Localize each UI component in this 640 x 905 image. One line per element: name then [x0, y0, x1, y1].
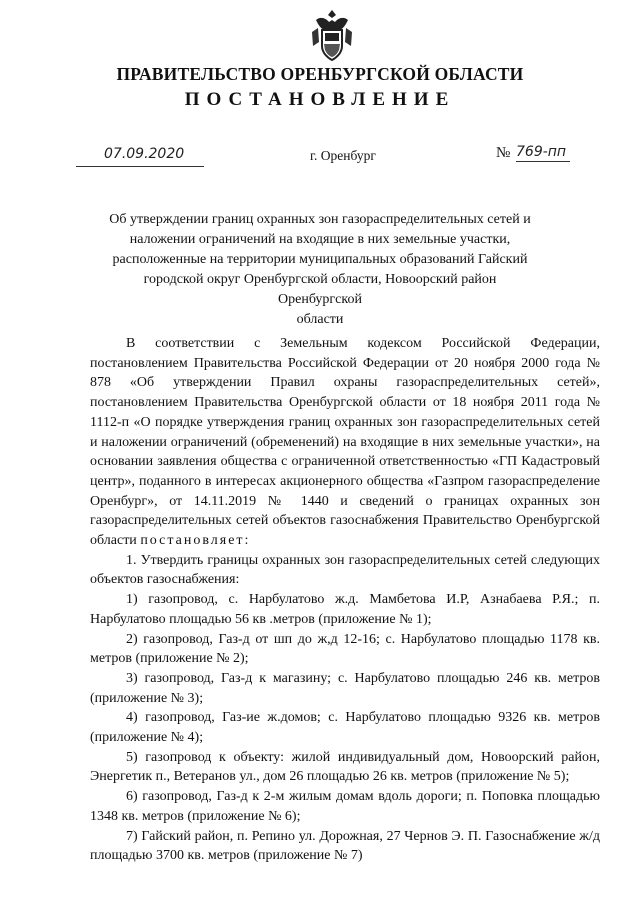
sub-item: 3) газопровод, Газ-д к магазину; с. Нарбулатово площадью 246 кв. метров (приложение № 3); — [90, 670, 600, 706]
sub-item: 4) газопровод, Газ-ие ж.домов; с. Нарбулатово площадью 9326 кв. метров (приложение № 4); — [90, 710, 600, 746]
subject-line: Об утверждении границ охранных зон газораспределительных сетей и — [109, 212, 531, 227]
number-label: № — [496, 145, 511, 161]
item-1-paragraph: 1. Утвердить границы охранных зон газораспределительных сетей следующих объектов газоснабжения: — [90, 552, 600, 588]
document-number: 769-пп — [516, 144, 570, 162]
sub-item: 2) газопровод, Газ-д от шп до ж,д 12-16; с. Нарбулатово площадью 1178 кв. метров (приложение № 2); — [90, 631, 600, 667]
government-title: ПРАВИТЕЛЬСТВО ОРЕНБУРГСКОЙ ОБЛАСТИ — [116, 64, 524, 84]
sub-item: 5) газопровод к объекту: жилой индивидуальный дом, Новоорский район, Энергетик п., Ветеранов ул., дом 26 площадью 26 кв. метров (приложение № 5); — [90, 749, 600, 785]
sub-item: 1) газопровод, с. Нарбулатово ж.д. Мамбетова И.Р, Азнабаева Р.Я.; п. Нарбулатово площадью 56 кв .метров (приложение № 1); — [90, 592, 600, 627]
preamble-paragraph — [90, 334, 600, 551]
subject-line: городской округ Оренбургской области, Новоорский район Оренбургской — [143, 272, 497, 307]
subject-line: расположенные на территории муниципальных образований Гайский — [112, 252, 528, 267]
subject-line: области — [296, 312, 344, 327]
subject-line: наложении ограничений на входящие в них земельные участки, — [129, 232, 511, 247]
document-subject — [100, 210, 540, 330]
coat-of-arms-icon — [310, 8, 354, 62]
document-body — [90, 334, 600, 866]
document-date: 07.09.2020 — [104, 146, 185, 162]
sub-item: 6) газопровод, Газ-д к 2-м жилым домам вдоль дороги; п. Поповка площадью 1348 кв. метров (приложение № 6); — [90, 789, 600, 824]
document-type-title: ПОСТАНОВЛЕНИЕ — [184, 89, 456, 110]
preamble-text: В соответствии с Земельным кодексом Российской Федерации, постановлением Правительства Российской Федерации от 20 ноября 2000 года № 878 «Об утверждении Правил охраны газораспределительных сетей», постановлением Правительства Оренбургской области от 18 ноября 2011 года № 1112-п «О порядке утверждения границ охранных зон газораспределительных сетей и наложении ограничений (обременений) на входящие в них земельные участки», на основании заявления общества с ограниченной ответственностью «ГП Кадастровый центр», поданного в интересах акционерного общества «Газпром газораспределение Оренбург», от 14.11.2019 № 1440 и сведений о границах охранных зон газораспределительных сетей объектов газоснабжения Правительство Оренбургской области — [90, 336, 600, 549]
sub-item: 7) Гайский район, п. Репино ул. Дорожная, 27 Чернов Э. П. Газоснабжение ж/д площадью 3700 кв. метров (приложение № 7) — [90, 828, 600, 864]
resolution-word: постановляет: — [140, 533, 251, 549]
document-city: г. Оренбург — [310, 148, 376, 163]
